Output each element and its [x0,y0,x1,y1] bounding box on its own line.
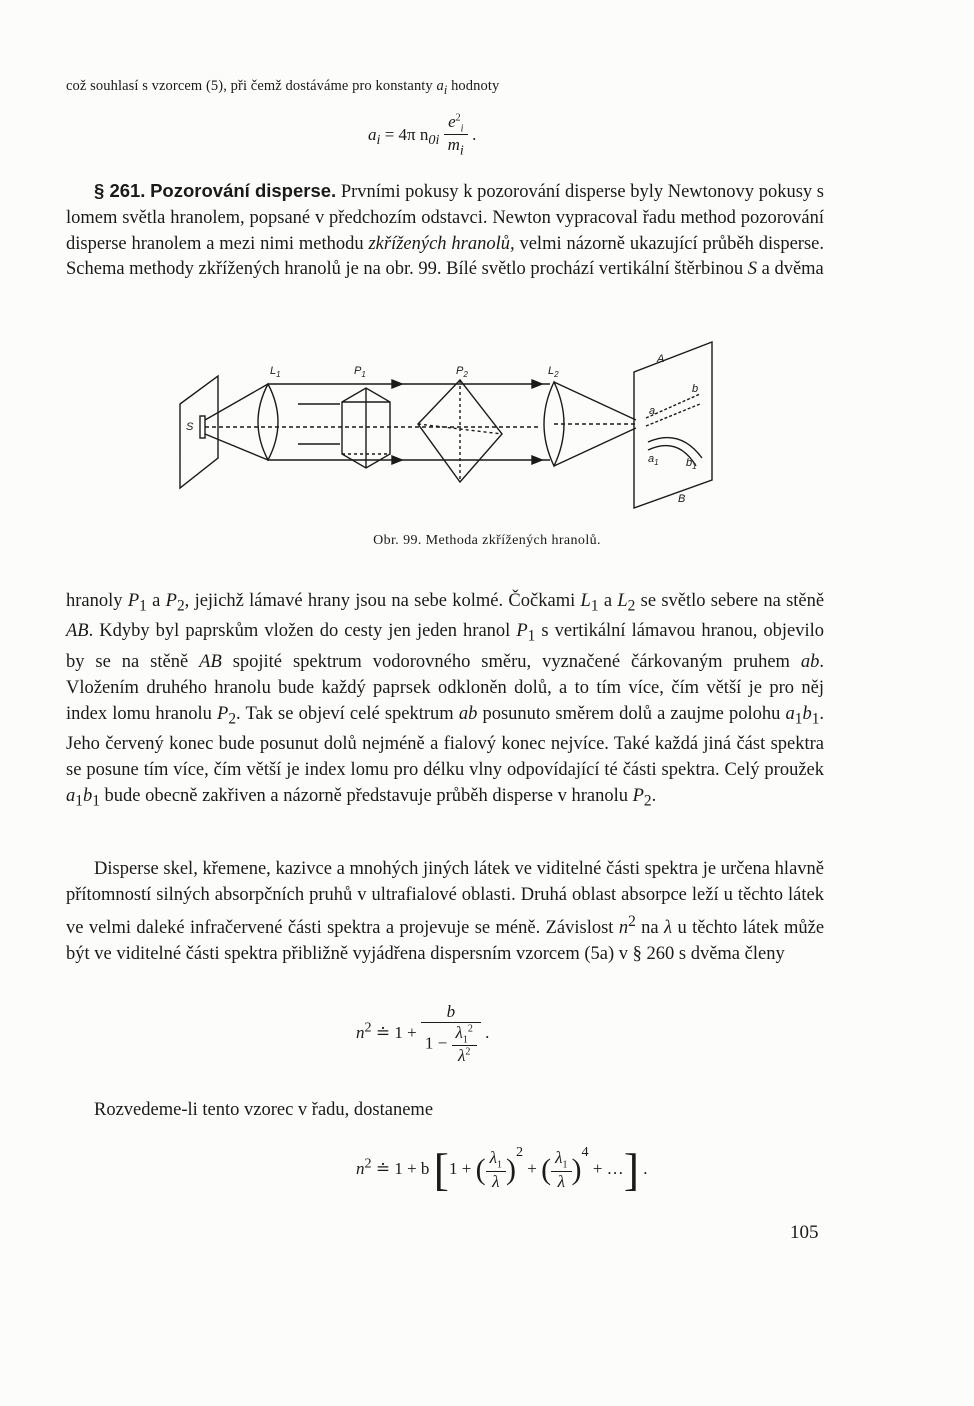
label-a: a [649,405,656,417]
label-a1: $a_1$ [648,453,659,467]
dispersion-fraction: b 1 − $\frac{\lambda_1^2}{\lambda^2}$ [421,1002,481,1066]
section-261-paragraph: § 261. Pozorování disperse. Prvními pokusy k pozorování disperse byly Newtonovy pokusy s lomem světla hranolem, popsané v předchozím odstavci. Newton vypracoval řadu method pozorování disperse hranolem a mezi nimi methodu zkřížených hranolů, velmi názorně ukazující průběh disperse. Schema methody zkřížených hranolů je na obr. 99. Bílé světlo prochází vertikální štěrbinou S a dvěma [66,180,824,280]
intro-line: což souhlasí s vzorcem (5), při čemž dostáváme pro konstanty $a_i$ hodnoty [66,78,500,97]
lens-l1 [258,384,278,460]
page-number: 105 [790,1222,819,1243]
figure-crossed-prisms [160,332,760,522]
formula-constants: $a_i = 4\pi$ $n_{0i}$ $\frac{e^2_i}{m_i}$ . [368,112,477,159]
screen-ab [634,342,712,508]
label-p2: $P_2$ [456,365,468,379]
curved-spectrum [648,438,702,458]
formula-dispersion: $n^2$ ≐ 1 + b 1 − $\frac{\lambda_1^2}{\lambda^2}$ . [356,1002,490,1066]
paragraph-dispersion-glass: Disperse skel, křemene, kazivce a mnohých jiných látek ve viditelné části spektra je určena hlavně přítomností silných absorpčních pruhů v ultrafialové oblasti. Druhá oblast absorpce leží u těchto látek ve velmi daleké infračervené části spektra a projevuje se méně. Závislost $n^2$ na λ u těchto látek může být ve viditelné části spektra přibližně vyjádřena dispersním vzorcem (5a) v § 260 s dvěma členy [66,859,825,964]
slit [200,416,205,438]
label-b-screen: B [678,493,686,505]
section-title: Pozorování disperse. [150,180,337,201]
label-p1: $P_1$ [354,365,366,379]
formula-series: $n^2$ ≐ 1 + b [1 + ( $\frac{\lambda_1}{\lambda}$ )$^2$ + ( $\frac{\lambda_1}{\lambda}$ )$^4$ + …] . [356,1144,648,1196]
label-l1: $L_1$ [270,365,281,379]
label-b1: $b_1$ [686,457,697,471]
paragraph-crossed-prisms: hranoly $P_1$ a $P_2$, jejichž lámavé hrany jsou na sebe kolmé. Čočkami $L_1$ a $L_2$ se světlo sebere na stěně AB. Kdyby byl paprskům vložen do cesty jen jeden hranol $P_1$ s vertikální lámavou hranou, objevilo by se na stěně AB spojité spektrum vodorovného směru, vyznačené čárkovaným pruhem ab. Vložením druhého hranolu bude každý paprsek odkloněn dolů, a to tím více, čím větší je pro něj index lomu hranolu $P_2$. Tak se objeví celé spektrum ab posunuto směrem dolů a zaujme polohu $a_1b_1$. Jeho červený konec bude posunut dolů nejméně a fialový konec nejvíce. Také každá jiná část spektra se posune tím více, čím větší je index lomu pro délku vlny odpovídající té části spektra. Celý proužek $a_1b_1$ bude obecně zakřiven a názorně představuje průběh disperse v hranolu $P_2$. [66,591,825,810]
label-s: S [186,421,194,433]
lambda-fraction: $\frac{\lambda_1^2}{\lambda^2}$ [452,1023,477,1066]
label-l2: $L_2$ [548,365,559,379]
paragraph-series: Rozvedeme-li tento vzorec v řadu, dostaneme [94,1100,434,1120]
label-a-screen: A [657,353,665,365]
fraction: $\frac{e^2_i}{m_i}$ [444,112,468,160]
section-number: § 261. [94,180,146,201]
figure-caption: Obr. 99. Methoda zkřížených hranolů. [373,533,601,548]
label-b: b [692,383,699,395]
